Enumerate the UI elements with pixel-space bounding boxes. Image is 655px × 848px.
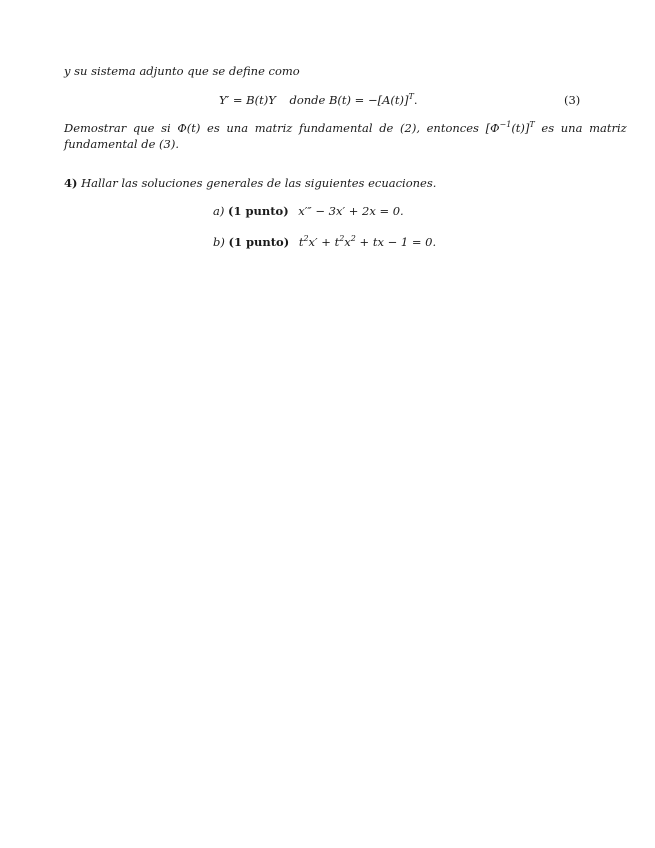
demostrar-text-b: (t)] [511, 121, 530, 135]
item-b-eq-mid: x′ + t [308, 235, 340, 249]
demostrar-line-1 [64, 121, 627, 135]
equation-3-rhs: B(t) = −[A(t)] [328, 93, 409, 107]
problem-4-heading [64, 176, 436, 190]
problem-4-item-a [213, 204, 404, 218]
item-a-label: a) [213, 204, 225, 218]
problem-4-item-b [213, 235, 436, 249]
demostrar-text-c: es una matriz [541, 121, 627, 135]
problem-4-number: 4) [64, 176, 78, 190]
item-b-eq-end: + tx − 1 = 0. [355, 235, 437, 249]
item-b-eq-sup3: 2 [350, 234, 356, 243]
demostrar-sup-transpose: T [529, 120, 535, 129]
equation-3 [219, 93, 417, 107]
intro-text: y su sistema adjunto que se define como [64, 64, 300, 78]
item-b-eq-t: t [298, 235, 304, 249]
equation-3-number: (3) [564, 93, 581, 107]
item-b-points: (1 punto) [228, 235, 290, 249]
demostrar-line-2: fundamental de (3). [64, 137, 179, 151]
item-b-equation [299, 235, 436, 249]
equation-3-transpose: T [408, 92, 414, 101]
equation-3-where: donde [289, 93, 326, 107]
demostrar-text-a: Demostrar que si Φ(t) es una matriz fundamental de (2), entonces [Φ [64, 121, 500, 135]
item-b-label: b) [213, 235, 225, 249]
item-b-eq-sup1: 2 [303, 234, 309, 243]
equation-3-lhs: Y′ = B(t)Y [219, 93, 276, 107]
demostrar-sup-inverse: −1 [499, 120, 512, 129]
problem-4-statement: Hallar las soluciones generales de las siguientes ecuaciones. [81, 176, 437, 190]
item-b-eq-x: x [344, 235, 351, 249]
equation-3-period: . [413, 93, 418, 107]
item-b-eq-sup2: 2 [339, 234, 345, 243]
item-a-points: (1 punto) [228, 204, 289, 218]
item-a-equation: x′″ − 3x′ + 2x = 0. [298, 204, 404, 218]
